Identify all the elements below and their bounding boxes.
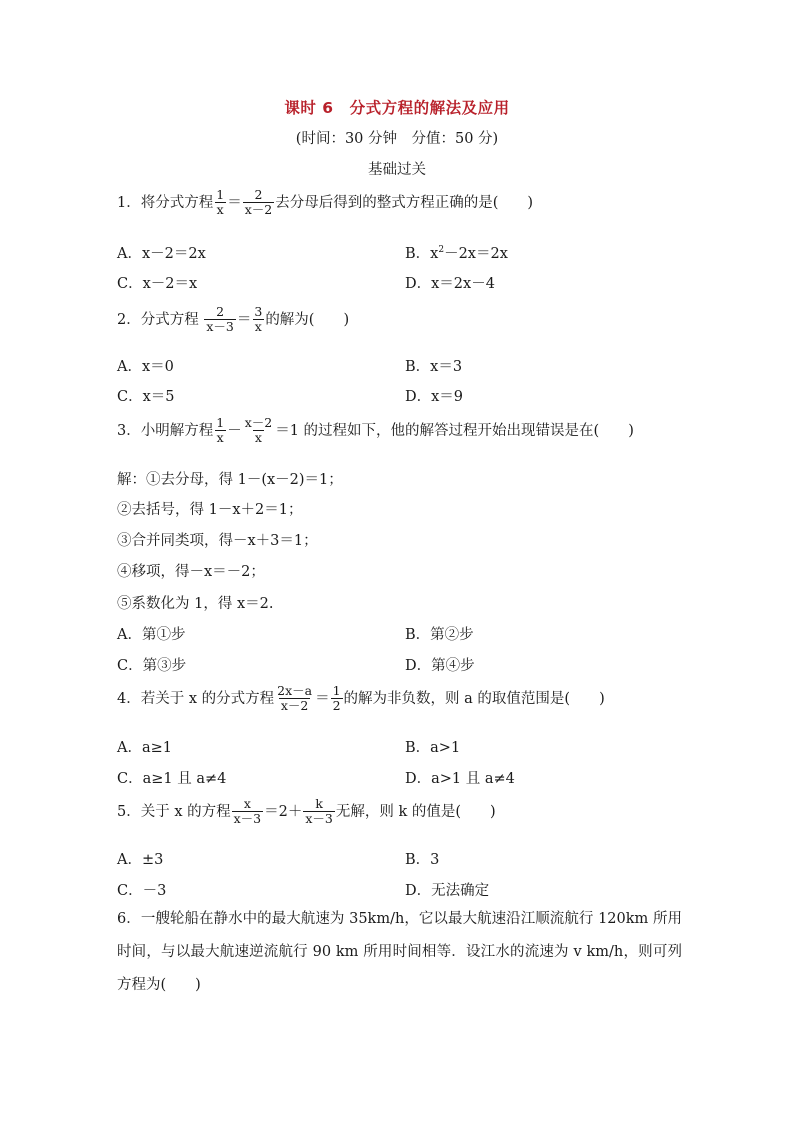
denominator: x－2 — [280, 698, 309, 714]
numerator: 1 — [216, 187, 225, 202]
question-3 — [117, 416, 634, 446]
solution-step-1: 解：①去分母，得 1－(x－2)＝1； — [117, 472, 343, 488]
option-a[interactable]: A．第①步 — [117, 627, 186, 643]
fraction — [252, 305, 264, 335]
minus-sign: － — [227, 422, 242, 439]
question-2-lead: 2．分式方程 — [117, 311, 204, 328]
option-a[interactable]: A．x－2＝2x — [117, 246, 206, 262]
question-1-lead: 1．将分式方程 — [117, 194, 214, 211]
question-1 — [117, 188, 533, 218]
question-1-tail: 去分母后得到的整式方程正确的是( ) — [275, 194, 534, 211]
solution-step-4: ④移项，得－x＝－2； — [117, 564, 265, 580]
option-c[interactable]: C．x＝5 — [117, 389, 175, 405]
numerator: k — [315, 796, 323, 811]
fraction — [204, 305, 236, 335]
fraction — [243, 188, 275, 218]
option-b[interactable]: B．a>1 — [405, 740, 461, 756]
option-d[interactable]: D．无法确定 — [405, 883, 490, 899]
question-5-lead: 5．关于 x 的方程 — [117, 803, 231, 820]
question-2 — [117, 305, 349, 335]
numerator: 2x－a — [277, 683, 313, 698]
denominator: x — [254, 430, 262, 446]
question-5 — [117, 797, 496, 827]
denominator: x — [216, 202, 224, 218]
option-a[interactable]: A．x＝0 — [117, 359, 174, 375]
equals-sign: ＝ — [315, 690, 330, 707]
question-2-tail: 的解为( ) — [265, 311, 350, 328]
option-c[interactable]: C．－3 — [117, 883, 167, 899]
denominator: x — [254, 319, 262, 335]
option-d[interactable]: D．x＝2x－4 — [405, 276, 495, 292]
denominator: x — [216, 430, 224, 446]
fraction — [214, 188, 226, 218]
solution-step-3: ③合并同类项，得－x＋3＝1； — [117, 533, 318, 549]
numerator: 2 — [216, 304, 225, 319]
question-4-lead: 4．若关于 x 的分式方程 — [117, 690, 275, 707]
equals-sign: ＝ — [227, 194, 242, 211]
numerator: x — [243, 796, 251, 811]
option-c[interactable]: C．x－2＝x — [117, 276, 198, 292]
option-d[interactable]: D．第④步 — [405, 658, 475, 674]
question-4-tail: 的解为非负数，则 a 的取值范围是( ) — [343, 690, 605, 707]
fraction — [243, 416, 275, 446]
option-d[interactable]: D．x＝9 — [405, 389, 464, 405]
option-b-text: B．x — [405, 246, 439, 262]
denominator: x－3 — [206, 319, 234, 335]
lesson-title: 课时 6 分式方程的解法及应用 — [284, 99, 510, 117]
question-4 — [117, 684, 605, 714]
option-b[interactable]: B．第②步 — [405, 627, 474, 643]
solution-step-5: ⑤系数化为 1，得 x＝2. — [117, 596, 274, 612]
denominator: x－2 — [244, 202, 273, 218]
option-d[interactable]: D．a>1 且 a≠4 — [405, 771, 515, 787]
numerator: 2 — [254, 187, 263, 202]
solution-step-2: ②去括号，得 1－x＋2＝1； — [117, 502, 303, 518]
equals-sign: ＝ — [236, 311, 252, 328]
numerator: 1 — [332, 683, 341, 698]
fraction — [275, 684, 314, 714]
option-b[interactable]: B．3 — [405, 852, 440, 868]
denominator: 2 — [332, 698, 341, 714]
option-b[interactable]: B．x＝3 — [405, 359, 463, 375]
option-c[interactable]: C．a≥1 且 a≠4 — [117, 771, 227, 787]
question-6: 6．一艘轮船在静水中的最大航速为 35km/h，它以最大航速沿江顺流航行 120km 所用时间，与以最大航速逆流航行 90 km 所用时间相等．设江水的流速为 v km/h，则可列方程为( ) — [117, 911, 682, 993]
fraction — [303, 797, 335, 827]
numerator: 3 — [254, 304, 263, 319]
numerator: 1 — [216, 415, 225, 430]
option-a[interactable]: A．±3 — [117, 852, 164, 868]
numerator: x－2 — [244, 415, 273, 430]
fraction — [232, 797, 264, 827]
option-b[interactable] — [405, 242, 508, 263]
fraction — [214, 416, 226, 446]
question-5-tail: 无解，则 k 的值是( ) — [335, 803, 496, 820]
option-c[interactable]: C．第③步 — [117, 658, 187, 674]
option-b-text-rest: －2x＝2x — [444, 246, 508, 262]
time-info: (时间：30 分钟 分值：50 分) — [295, 131, 499, 147]
superscript: 2 — [438, 245, 445, 256]
denominator: x－3 — [305, 811, 333, 827]
equation-middle: ＝2＋ — [264, 803, 303, 820]
fraction — [331, 684, 343, 714]
question-3-tail: ＝1 的过程如下，他的解答过程开始出现错误是在( ) — [275, 422, 634, 439]
option-a[interactable]: A．a≥1 — [117, 740, 172, 756]
denominator: x－3 — [233, 811, 262, 827]
question-3-lead: 3．小明解方程 — [117, 422, 214, 439]
section-heading: 基础过关 — [368, 162, 426, 178]
